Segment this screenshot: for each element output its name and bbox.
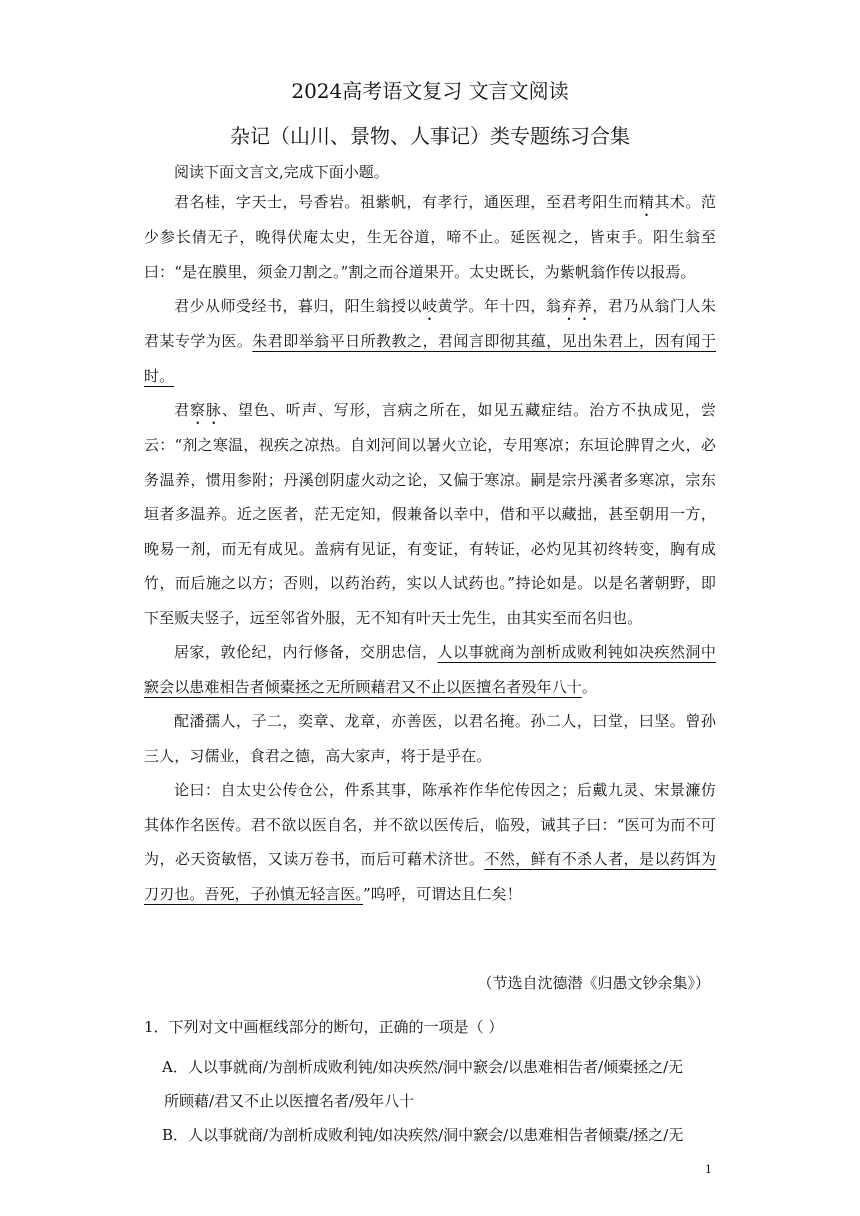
passage bbox=[144, 185, 716, 911]
passage-paragraph-1: 君名桂，字天士，号香岩。祖紫帆，有孝行，通医理，至君考阳生而精其术。范少参长倩无子，晚得伏庵太史，生无谷道，啼不止。延医视之，皆束手。阳生翁至曰：“是在膜里，须金刀割之。”割之而谷道果开。太史既长，为紫帆翁作传以报焉。 bbox=[144, 193, 716, 281]
dotted-word: 岐 bbox=[421, 297, 438, 315]
dotted-word: 精 bbox=[638, 193, 655, 211]
option-a-line-1: A．人以事就商/为剖析成败利钝/如决疾然/洞中窾会/以患难相告者/倾橐拯之/无 bbox=[162, 1058, 684, 1076]
passage-paragraph-3: 君察脉、望色、听声、写形，言病之所在，如见五藏症结。治方不执成见，尝云：“剂之寒温，视疾之凉热。自刘河间以暑火立论，专用寒凉；东垣论脾胃之火，必务温养，惯用参附；丹溪创阴虚火动之论，又偏于寒凉。嗣是宗丹溪者多寒凉，宗东垣者多温养。近之医者，茫无定知，假兼备以幸中，借和平以藏拙，甚至朝用一方，晚易一剂，而无有成见。盖病有见证，有变证，有转证，必灼见其初终转变，胸有成竹，而后施之以方；否则，以药治药，实以人试药也。”持论如是。以是名著朝野，即下至贩夫竖子，远至邻省外服，无不知有叶天士先生，由其实至而名归也。 bbox=[144, 401, 716, 627]
dotted-word: 察脉 bbox=[189, 401, 222, 419]
underlined-sentence: 不然，鲜有不杀人者，是以药饵为刀刃也。吾死，子孙慎无轻言医。 bbox=[144, 850, 716, 903]
title-line-1: 2024高考语文复习 文言文阅读 bbox=[291, 79, 569, 103]
passage-paragraph-6: 论曰：自太史公传仓公，件系其事，陈承祚作华佗传因之；后戴九灵、宋景濂仿其体作名医传。君不欲以医自名，并不欲以医传后，临殁，诫其子曰：“医可为而不可为，必天资敏悟，又读万卷书，而后可藉术济世。不然，鲜有不杀人者，是以药饵为刀刃也。吾死，子孙慎无轻言医。”呜呼，可谓达且仁矣！ bbox=[144, 781, 716, 903]
instruction-text: 阅读下面文言文,完成下面小题。 bbox=[174, 163, 389, 181]
page-number: 1 bbox=[705, 1163, 712, 1176]
passage-paragraph-4: 居家，敦伦纪，内行修备，交朋忠信，人以事就商为剖析成败利钝如决疾然洞中窾会以患难相告者倾橐拯之无所顾藉君又不止以医擅名者殁年八十。 bbox=[144, 643, 716, 696]
dotted-word: 弃养 bbox=[561, 297, 593, 315]
source-citation: （节选自沈德潜《归愚文钞余集》） bbox=[477, 974, 710, 992]
question-1: 1．下列对文中画框线部分的断句，正确的一项是（ ） bbox=[144, 1018, 504, 1036]
option-a-line-2: 所顾藉/君又不止以医擅名者/殁年八十 bbox=[164, 1092, 415, 1110]
title-line-2: 杂记（山川、景物、人事记）类专题练习合集 bbox=[230, 124, 630, 148]
passage-paragraph-5: 配潘孺人，子二，奕章、龙章，亦善医，以君名掩。孙二人，曰堂，曰坚。曾孙三人，习儒业，食君之德，高大家声，将于是乎在。 bbox=[144, 712, 716, 765]
underlined-sentence: 朱君即举翁平日所教教之，君闻言即彻其蕴，见出朱君上，因有闻于时。 bbox=[144, 332, 716, 385]
option-b-line-1: B．人以事就商/为剖析成败利钝/如决疾然/洞中窾会/以患难相告者倾橐/拯之/无 bbox=[162, 1126, 684, 1144]
passage-paragraph-2: 君少从师受经书，暮归，阳生翁授以岐黄学。年十四，翁弃养，君乃从翁门人朱君某专学为医。朱君即举翁平日所教教之，君闻言即彻其蕴，见出朱君上，因有闻于时。 bbox=[144, 297, 716, 385]
framed-sentence: 人以事就商为剖析成败利钝如决疾然洞中窾会以患难相告者倾橐拯之无所顾藉君又不止以医擅名者殁年八十 bbox=[144, 643, 716, 696]
